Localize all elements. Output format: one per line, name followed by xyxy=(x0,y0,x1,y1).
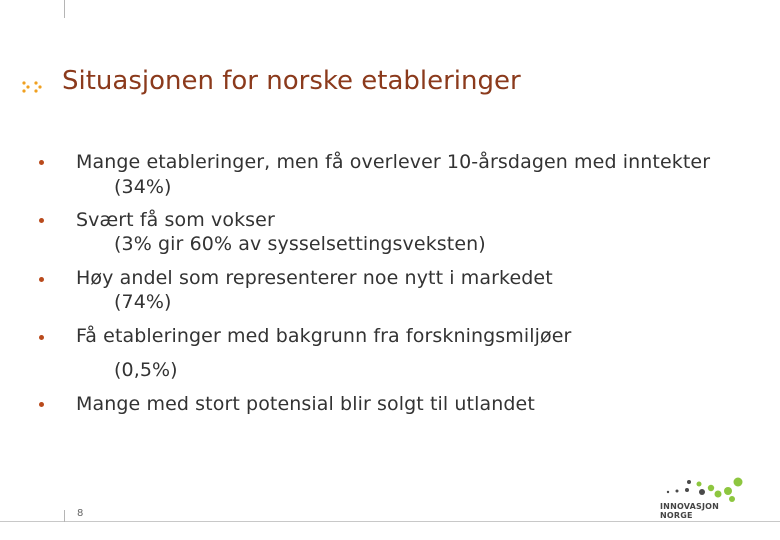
page-title: Situasjonen for norske etableringer xyxy=(62,66,521,96)
bullet-text: Høy andel som representerer noe nytt i markedet xyxy=(76,267,553,289)
bullet-marker xyxy=(39,160,44,165)
bullet-marker xyxy=(39,277,44,282)
logo-text-line2: NORGE xyxy=(660,511,693,520)
footer-divider xyxy=(0,521,780,522)
bullet-subtext: (3% gir 60% av sysselsettingsveksten) xyxy=(114,233,486,255)
bullet-text: Mange med stort potensial blir solgt til utlandet xyxy=(76,393,535,415)
footer-tick xyxy=(64,510,65,522)
logo-text-line1: INNOVASJON xyxy=(660,502,720,511)
bullet-subtext: (0,5%) xyxy=(114,359,178,381)
bullet-text: Mange etableringer, men få overlever 10-årsdagen med inntekter xyxy=(76,151,711,173)
bullet-marker xyxy=(39,218,44,223)
top-divider xyxy=(64,0,65,18)
bullet-subtext: (34%) xyxy=(114,176,172,198)
bullet-marker xyxy=(39,335,44,340)
dots-marker-icon xyxy=(21,80,45,96)
bullet-text: Svært få som vokser xyxy=(76,209,275,231)
bullet-subtext: (74%) xyxy=(114,291,172,313)
bullet-marker xyxy=(39,402,44,407)
bullet-text: Få etableringer med bakgrunn fra forskningsmiljøer xyxy=(76,325,572,347)
page-number: 8 xyxy=(77,508,84,519)
